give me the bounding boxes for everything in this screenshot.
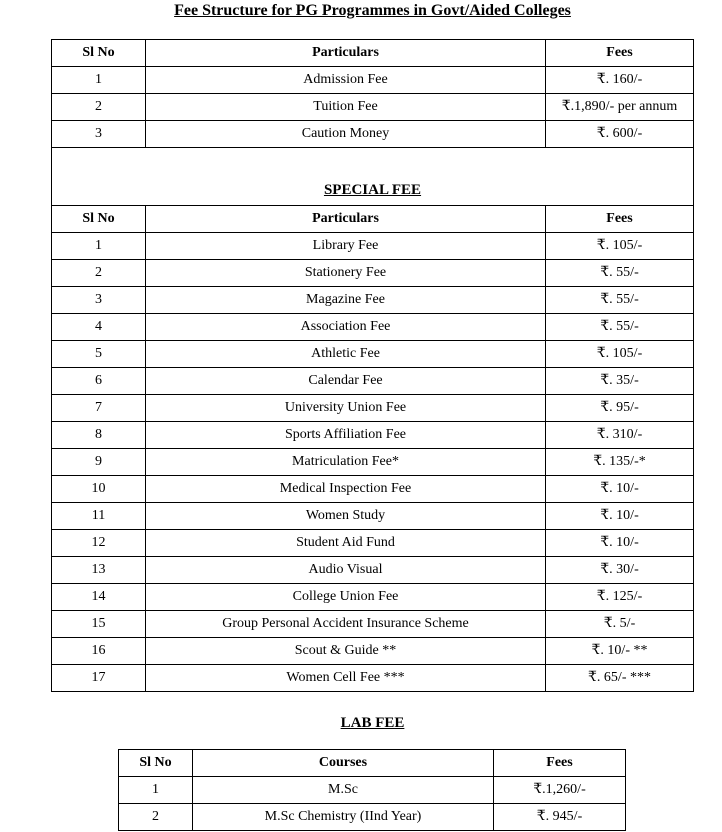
fee-cell: ₹. 945/-	[494, 804, 626, 831]
table-row	[52, 314, 694, 341]
sl-no-cell: 12	[52, 530, 146, 557]
fee-cell: ₹. 310/-	[546, 422, 694, 449]
sl-no-cell: 2	[52, 94, 146, 121]
fee-cell: ₹. 35/-	[546, 368, 694, 395]
sl-no-cell: 8	[52, 422, 146, 449]
fee-cell: ₹. 55/-	[546, 287, 694, 314]
fee-cell: ₹. 65/- ***	[546, 665, 694, 692]
particulars-cell: Library Fee	[146, 233, 546, 260]
lab-fee-table	[118, 749, 626, 831]
page-title: Fee Structure for PG Programmes in Govt/Aided Colleges	[174, 2, 571, 19]
table-row	[52, 638, 694, 665]
fee-cell: ₹. 30/-	[546, 557, 694, 584]
table-row	[52, 341, 694, 368]
sl-no-cell: 3	[52, 287, 146, 314]
particulars-cell: M.Sc Chemistry (IInd Year)	[193, 804, 494, 831]
table-row	[52, 67, 694, 94]
fees-header: Fees	[494, 750, 626, 777]
special-header-row	[52, 206, 694, 233]
particulars-cell: Group Personal Accident Insurance Scheme	[146, 611, 546, 638]
table-row	[52, 584, 694, 611]
fee-cell: ₹. 55/-	[546, 314, 694, 341]
fee-cell: ₹. 105/-	[546, 233, 694, 260]
lab-fee-title: LAB FEE	[340, 715, 405, 731]
table-row	[52, 449, 694, 476]
sl-no-cell: 5	[52, 341, 146, 368]
lab-header-row	[119, 750, 626, 777]
table-row	[52, 121, 694, 148]
particulars-cell: Athletic Fee	[146, 341, 546, 368]
sl-no-cell: 15	[52, 611, 146, 638]
sl-no-header: Sl No	[119, 750, 193, 777]
table-row	[52, 287, 694, 314]
fee-cell: ₹. 135/-*	[546, 449, 694, 476]
fees-header: Fees	[546, 40, 694, 67]
fee-cell: ₹. 125/-	[546, 584, 694, 611]
table-row	[52, 395, 694, 422]
particulars-cell: Association Fee	[146, 314, 546, 341]
particulars-header: Particulars	[146, 206, 546, 233]
sl-no-cell: 9	[52, 449, 146, 476]
table-row	[52, 233, 694, 260]
particulars-cell: Audio Visual	[146, 557, 546, 584]
fees-header: Fees	[546, 206, 694, 233]
sl-no-header: Sl No	[52, 206, 146, 233]
fee-cell: ₹. 10/-	[546, 503, 694, 530]
fee-cell: ₹.1,260/-	[494, 777, 626, 804]
particulars-cell: College Union Fee	[146, 584, 546, 611]
table-row	[52, 368, 694, 395]
particulars-cell: Stationery Fee	[146, 260, 546, 287]
particulars-cell: Magazine Fee	[146, 287, 546, 314]
table-row	[52, 422, 694, 449]
general-header-row	[52, 40, 694, 67]
fee-cell: ₹. 55/-	[546, 260, 694, 287]
table-row	[52, 530, 694, 557]
table-row	[52, 503, 694, 530]
fee-cell: ₹. 5/-	[546, 611, 694, 638]
sl-no-cell: 3	[52, 121, 146, 148]
table-row	[52, 476, 694, 503]
particulars-cell: Caution Money	[146, 121, 546, 148]
fee-cell: ₹. 600/-	[546, 121, 694, 148]
particulars-cell: University Union Fee	[146, 395, 546, 422]
sl-no-cell: 1	[119, 777, 193, 804]
sl-no-cell: 17	[52, 665, 146, 692]
table-row	[119, 804, 626, 831]
sl-no-cell: 1	[52, 233, 146, 260]
sl-no-cell: 2	[52, 260, 146, 287]
particulars-cell: Scout & Guide **	[146, 638, 546, 665]
particulars-cell: M.Sc	[193, 777, 494, 804]
sl-no-header: Sl No	[52, 40, 146, 67]
fee-cell: ₹. 10/-	[546, 476, 694, 503]
special-fee-section-row	[52, 148, 694, 206]
table-row	[52, 94, 694, 121]
fee-cell: ₹. 10/- **	[546, 638, 694, 665]
table-row	[52, 260, 694, 287]
sl-no-cell: 13	[52, 557, 146, 584]
fee-cell: ₹. 95/-	[546, 395, 694, 422]
fee-cell: ₹. 105/-	[546, 341, 694, 368]
special-fee-title: SPECIAL FEE	[323, 182, 422, 198]
particulars-cell: Medical Inspection Fee	[146, 476, 546, 503]
fee-cell: ₹.1,890/- per annum	[546, 94, 694, 121]
particulars-cell: Calendar Fee	[146, 368, 546, 395]
sl-no-cell: 6	[52, 368, 146, 395]
particulars-cell: Student Aid Fund	[146, 530, 546, 557]
particulars-cell: Women Study	[146, 503, 546, 530]
fee-cell: ₹. 10/-	[546, 530, 694, 557]
sl-no-cell: 2	[119, 804, 193, 831]
table-row	[119, 777, 626, 804]
sl-no-cell: 4	[52, 314, 146, 341]
fee-cell: ₹. 160/-	[546, 67, 694, 94]
sl-no-cell: 1	[52, 67, 146, 94]
particulars-cell: Admission Fee	[146, 67, 546, 94]
sl-no-cell: 10	[52, 476, 146, 503]
sl-no-cell: 16	[52, 638, 146, 665]
table-row	[52, 557, 694, 584]
sl-no-cell: 14	[52, 584, 146, 611]
particulars-cell: Sports Affiliation Fee	[146, 422, 546, 449]
fee-table	[51, 39, 694, 692]
particulars-cell: Women Cell Fee ***	[146, 665, 546, 692]
sl-no-cell: 11	[52, 503, 146, 530]
table-row	[52, 611, 694, 638]
particulars-header: Particulars	[146, 40, 546, 67]
particulars-header: Courses	[193, 750, 494, 777]
particulars-cell: Matriculation Fee*	[146, 449, 546, 476]
table-row	[52, 665, 694, 692]
special-fee-section-cell	[52, 148, 694, 206]
sl-no-cell: 7	[52, 395, 146, 422]
particulars-cell: Tuition Fee	[146, 94, 546, 121]
